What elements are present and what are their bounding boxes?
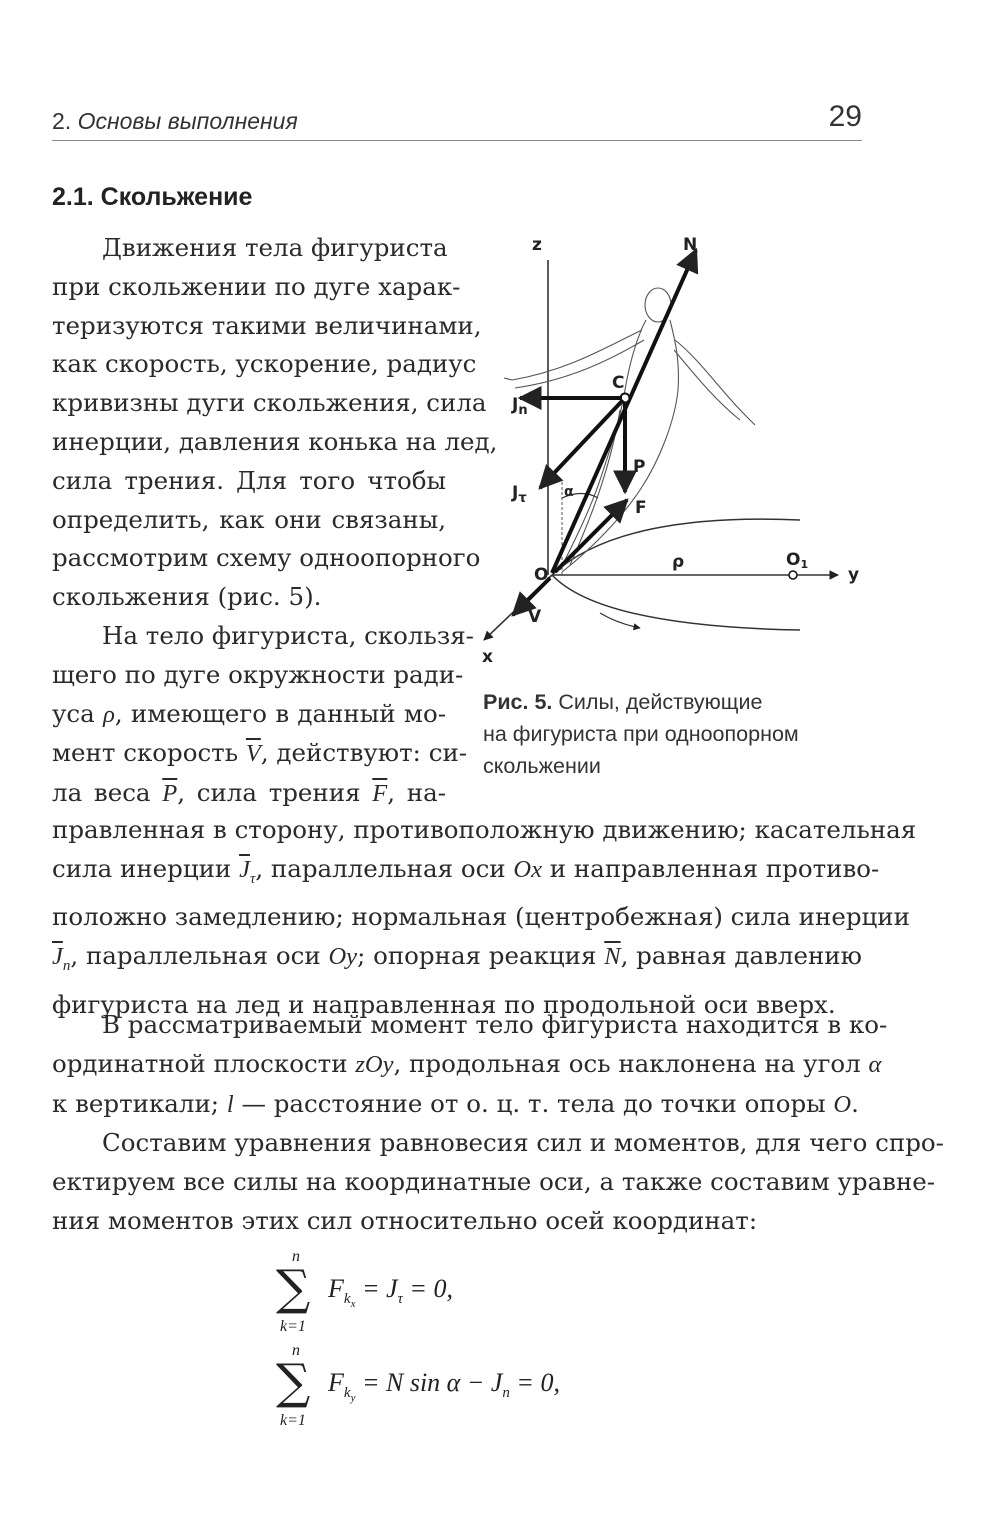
motion-arrow: [600, 613, 640, 628]
lower-arc: [552, 575, 800, 630]
paragraph-plane: В рассматриваемый момент тело фигуриста находится в ко- ординатной плоскости zOy, продольная ось наклонена на угол α к вертикали; l — расстояние от о. ц. т. тела до точки опоры O.: [52, 1010, 888, 1118]
skater-figure-icon: [504, 288, 755, 572]
figure-caption: Рис. 5. Силы, действующие на фигуриста при одноопорном скольжении: [483, 690, 799, 778]
figure-skater-forces-diagram: [470, 230, 870, 670]
center-O1-point: [789, 571, 797, 579]
section-heading: 2.1. Скольжение: [52, 183, 253, 211]
equation-sum-x: n ∑ k=1 $F_{k_x} = J_\tau = 0$,: [276, 1248, 453, 1335]
page-number: 29: [828, 100, 862, 133]
paragraph-forces: На тело фигуриста, скользя- щего по дуге окружности ради- уса ρ, имеющего в данный мо- мент скорость $\overline{V}$, действуют: си- ла веса $\overline{P}$, сила трения $\overline{F}$, на-: [52, 621, 474, 808]
label-x: x: [482, 647, 493, 667]
label-y: y: [848, 565, 860, 585]
label-V: V: [528, 607, 542, 627]
label-z: z: [532, 235, 542, 255]
equation-sum-y: n ∑ k=1 $F_{k_y} = N$ $\sin \alpha - J_n = 0$,: [276, 1342, 560, 1429]
label-N: N: [683, 235, 698, 255]
label-O: O: [534, 565, 549, 585]
label-O1: O1: [786, 550, 809, 571]
label-Jt: $J_\tau$: [512, 483, 527, 506]
label-Jn: $J_n$: [512, 395, 528, 418]
chapter-title: 2. Основы выполнения: [52, 108, 298, 134]
label-C: C: [612, 373, 625, 393]
force-F-arrow: [555, 500, 627, 572]
paragraph-intro: Движения тела фигуриста при скольжении по дуге харак- теризуются такими величинами, как скорость, ускорение, радиус кривизны дуги скольжения, сила инерции, давления конька на лед, сила трения. Для того чтобы определить, как они связаны, рассмотрим схему одноопорного скольжения (рис. 5).: [52, 233, 498, 612]
label-rho: ρ: [672, 552, 685, 572]
label-P: P: [633, 457, 646, 477]
label-F: F: [635, 498, 647, 518]
paragraph-equilibrium: Составим уравнения равновесия сил и моментов, для чего спро- ектируем все силы на координатные оси, а также составим уравне- ния моментов этих сил относительно осей координат:: [52, 1128, 944, 1235]
paragraph-forces-cont: правленная в сторону, противоположную движению; касательная сила инерции $\overline{J}_\tau$, параллельная оси Ox и направленная противо- положно замедлению; нормальная (центробежная) сила инерции $\overline{J}_n$, параллельная оси Oy; опорная реакция $\overline{N}$, равная давлению фигуриста на лед и направленная по продольной оси вверх.: [52, 815, 917, 1019]
label-alpha: α: [564, 484, 574, 500]
running-head: [52, 100, 862, 141]
